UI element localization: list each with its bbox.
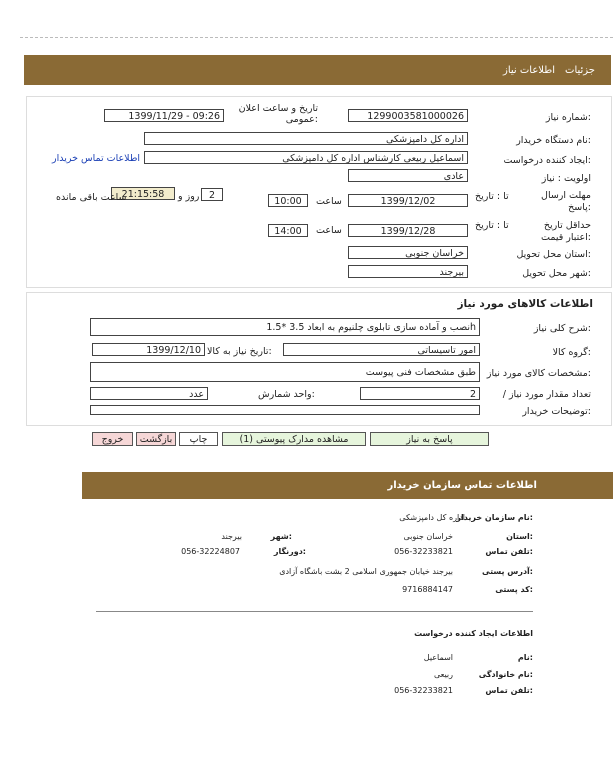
delivery-province-label: استان محل تحویل: xyxy=(516,249,591,260)
creator-name-value: اسماعیل xyxy=(423,653,453,662)
goods-spec-field: طبق مشخصات فنی پیوست xyxy=(90,362,480,382)
contact-province-label: استان: xyxy=(506,532,533,541)
goods-spec-label: مشخصات کالای مورد نیاز: xyxy=(486,368,591,379)
buyer-contact-title: اطلاعات تماس سازمان خریدار xyxy=(387,480,537,491)
buyer-org-field: اداره کل دامپزشکی xyxy=(144,132,468,145)
quantity-field: 2 xyxy=(360,387,480,400)
remaining-days-label: روز و xyxy=(178,191,200,202)
creator-family-label: نام خانوادگی: xyxy=(478,670,533,679)
buyer-contact-header xyxy=(82,472,613,499)
deadline-time-field: 10:00 xyxy=(268,194,308,207)
delivery-city-field: بیرجند xyxy=(348,265,468,278)
deadline-time-label: ساعت xyxy=(316,196,342,207)
creator-name-label: نام: xyxy=(517,653,533,662)
creator-info-title: اطلاعات ایجاد کننده درخواست xyxy=(414,629,533,638)
contact-divider xyxy=(96,611,533,612)
request-creator-field: اسماعیل ربیعی کارشناس اداره کل دامپزشکی xyxy=(144,151,468,164)
contact-postal-value: 9716884147 xyxy=(402,585,453,594)
delivery-city-label: شهر محل تحویل: xyxy=(522,268,591,279)
need-number-field: 1299003581000026 xyxy=(348,109,468,122)
validity-time-label: ساعت xyxy=(316,225,342,236)
delivery-province-field: خراسان جنوبی xyxy=(348,246,468,259)
back-button[interactable]: بازگشت xyxy=(136,432,176,446)
priority-label: اولویت : نیاز xyxy=(541,173,591,184)
contact-address-value: بیرجند خیابان جمهوری اسلامی 2 بشت باشگاه آزادی xyxy=(279,567,453,576)
contact-fax-label: دورنگار: xyxy=(273,547,306,556)
contact-postal-label: کد پستی: xyxy=(495,585,533,594)
unit-label: واحد شمارش: xyxy=(258,389,315,400)
priority-field: عادی xyxy=(348,169,468,182)
contact-city-label: شهر: xyxy=(270,532,292,541)
contact-city-value: بیرجند xyxy=(221,532,242,541)
deadline-date-field: 1399/12/02 xyxy=(348,194,468,207)
creator-phone-label: تلفن تماس: xyxy=(485,686,533,695)
quantity-label: / تعداد مقدار مورد نیاز xyxy=(502,389,591,400)
goods-need-date-label: تاریخ نیاز به کالا: xyxy=(207,346,272,357)
goods-section-title: اطلاعات کالاهای مورد نیاز xyxy=(457,298,593,310)
price-validity-label: حداقل تاریخ اعتبار قیمت: xyxy=(541,220,591,243)
contact-province-value: خراسان جنوبی xyxy=(403,532,453,541)
contact-phone-value: 056-32233821 xyxy=(394,547,453,556)
unit-field: عدد xyxy=(90,387,208,400)
remaining-days-field: 2 xyxy=(201,188,223,201)
details-header-bar xyxy=(24,55,611,85)
validity-time-field: 14:00 xyxy=(268,224,308,237)
deadline-to-date-label: تا : تاریخ xyxy=(475,191,509,202)
goods-group-label: گروه کالا: xyxy=(552,347,591,358)
contact-fax-value: 056-32224807 xyxy=(181,547,240,556)
need-description-field: نصب و آماده سازی تابلوی چلنیوم به ابعاد 3.5 *1.5h xyxy=(90,318,480,336)
buyer-org-label: نام دستگاه خریدار: xyxy=(516,135,591,146)
tab-need-info[interactable]: اطلاعات نیاز xyxy=(503,65,555,76)
reply-to-need-button[interactable]: پاسخ به نیاز xyxy=(370,432,489,446)
goods-need-date-field: 1399/12/10 xyxy=(92,343,205,356)
contact-org-value: اداره کل دامپزشکی xyxy=(399,513,465,522)
print-button[interactable]: چاپ xyxy=(179,432,218,446)
request-creator-label: ایجاد کننده درخواست: xyxy=(503,155,591,166)
buyer-contact-link[interactable]: اطلاعات تماس خریدار xyxy=(52,153,141,164)
validity-date-field: 1399/12/28 xyxy=(348,224,468,237)
need-description-label: شرح کلی نیاز: xyxy=(533,323,591,334)
exit-button[interactable]: خروج xyxy=(92,432,133,446)
buyer-notes-field xyxy=(90,405,480,415)
creator-phone-value: 056-32233821 xyxy=(394,686,453,695)
tab-details[interactable]: جزئیات xyxy=(565,65,595,76)
announce-datetime-field: 1399/11/29 - 09:26 xyxy=(104,109,224,122)
contact-phone-label: تلفن تماس: xyxy=(485,547,533,556)
validity-to-date-label: تا : تاریخ xyxy=(475,220,509,231)
need-number-label: شماره نیاز: xyxy=(545,112,591,123)
contact-org-label: نام سازمان خریدار: xyxy=(456,513,533,522)
remaining-time-label: ساعت باقی مانده xyxy=(56,192,127,203)
view-attachments-button[interactable]: مشاهده مدارک پیوستی (1) xyxy=(222,432,366,446)
creator-family-value: ربیعی xyxy=(433,670,453,679)
response-deadline-label: مهلت ارسال پاسخ: xyxy=(541,190,591,213)
top-dotted-divider xyxy=(20,37,613,38)
announce-datetime-label: تاریخ و ساعت اعلان عمومی: xyxy=(238,103,318,125)
buyer-notes-label: توضیحات خریدار: xyxy=(522,406,591,417)
remaining-time-field: 21:15:58 xyxy=(111,187,175,200)
contact-address-label: آدرس پستی: xyxy=(482,567,533,576)
goods-group-field: امور تاسیساتی xyxy=(283,343,480,356)
